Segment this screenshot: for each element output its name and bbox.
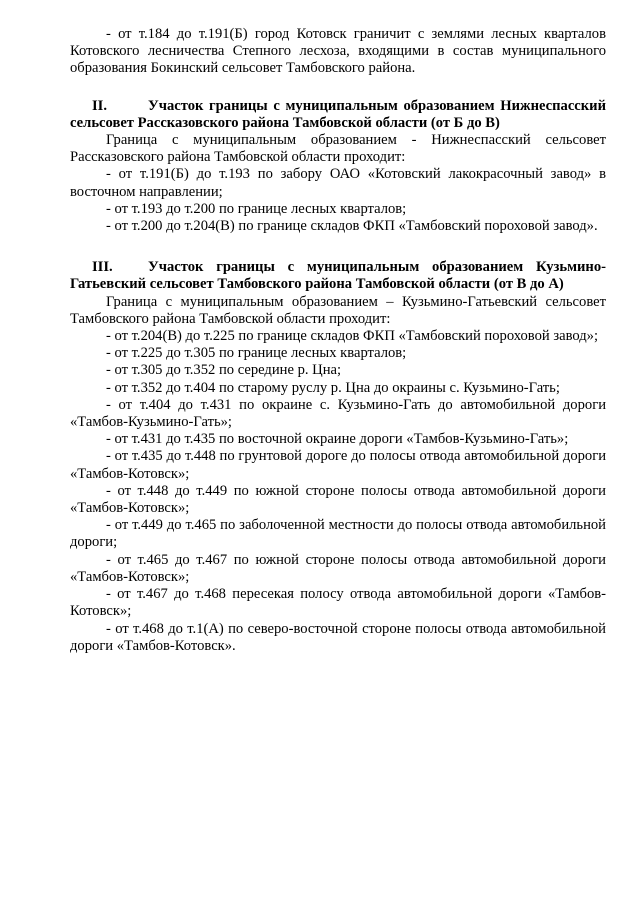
list-item: - от т.225 до т.305 по границе лесных кварталов;: [106, 345, 407, 362]
list-item: - от т.435 до т.448 по грунтовой дороге до полосы отвода автомобильной дороги «Тамбов-Котовск»;: [70, 448, 606, 482]
list-item: - от т.468 до т.1(А) по северо-восточной стороне полосы отвода автомобильной дороги «Тамбов-Котовск».: [70, 620, 606, 654]
list-item: - от т.431 до т.435 по восточной окраине дороги «Тамбов-Кузьмино-Гать»;: [106, 431, 569, 448]
list-item: - от т.404 до т.431 по окраине с. Кузьмино-Гать до автомобильной дороги «Тамбов-Кузьмино-Гать»;: [70, 396, 606, 431]
list-item: - от т.449 до т.465 по заболоченной местности до полосы отвода автомобильной дороги;: [70, 517, 606, 551]
list-item: - от т.191(Б) до т.193 по забору ОАО «Котовский лакокрасочный завод» в восточном направлении;: [70, 166, 606, 200]
section-lead: Граница с муниципальным образованием - Нижнеспасский сельсовет Рассказовского района Тамбовской области проходит:: [70, 132, 606, 166]
section-number: II.: [92, 97, 108, 114]
section-heading: [70, 98, 606, 132]
intro-paragraph: - от т.184 до т.191(Б) город Котовск граничит с землями лесных кварталов Котовского лесничества Степного лесхоза, входящими в состав муниципального образования Бокинский сельсовет Тамбовского района.: [70, 26, 606, 77]
section-3: [70, 259, 606, 655]
list-item: - от т.204(В) до т.225 по границе складов ФКП «Тамбовский пороховой завод»;: [106, 328, 599, 345]
section-2: [70, 98, 606, 236]
list-item: - от т.467 до т.468 пересекая полосу отвода автомобильной дороги «Тамбов-Котовск»;: [70, 586, 606, 620]
list-item: - от т.465 до т.467 по южной стороне полосы отвода автомобильной дороги «Тамбов-Котовск»;: [70, 551, 606, 585]
section-lead: Граница с муниципальным образованием – Кузьмино-Гатьевский сельсовет Тамбовского района Тамбовской области проходит:: [70, 293, 606, 327]
list-item: - от т.448 до т.449 по южной стороне полосы отвода автомобильной дороги «Тамбов-Котовск»;: [70, 482, 606, 517]
section-title: Участок границы с муниципальным образованием Кузьмино-Гатьевский сельсовет Тамбовского района Тамбовской области (от В до А): [70, 259, 606, 293]
section-number: III.: [92, 259, 113, 276]
list-item: - от т.305 до т.352 по середине р. Цна;: [106, 362, 342, 379]
section-heading: [70, 259, 606, 293]
list-item: - от т.352 до т.404 по старому руслу р. Цна до окраины с. Кузьмино-Гать;: [106, 379, 560, 396]
list-item: - от т.193 до т.200 по границе лесных кварталов;: [106, 200, 407, 217]
list-item: - от т.200 до т.204(В) по границе складов ФКП «Тамбовский пороховой завод».: [106, 218, 598, 235]
section-title: Участок границы с муниципальным образованием Нижнеспасский сельсовет Рассказовского района Тамбовской области (от Б до В): [70, 97, 606, 131]
